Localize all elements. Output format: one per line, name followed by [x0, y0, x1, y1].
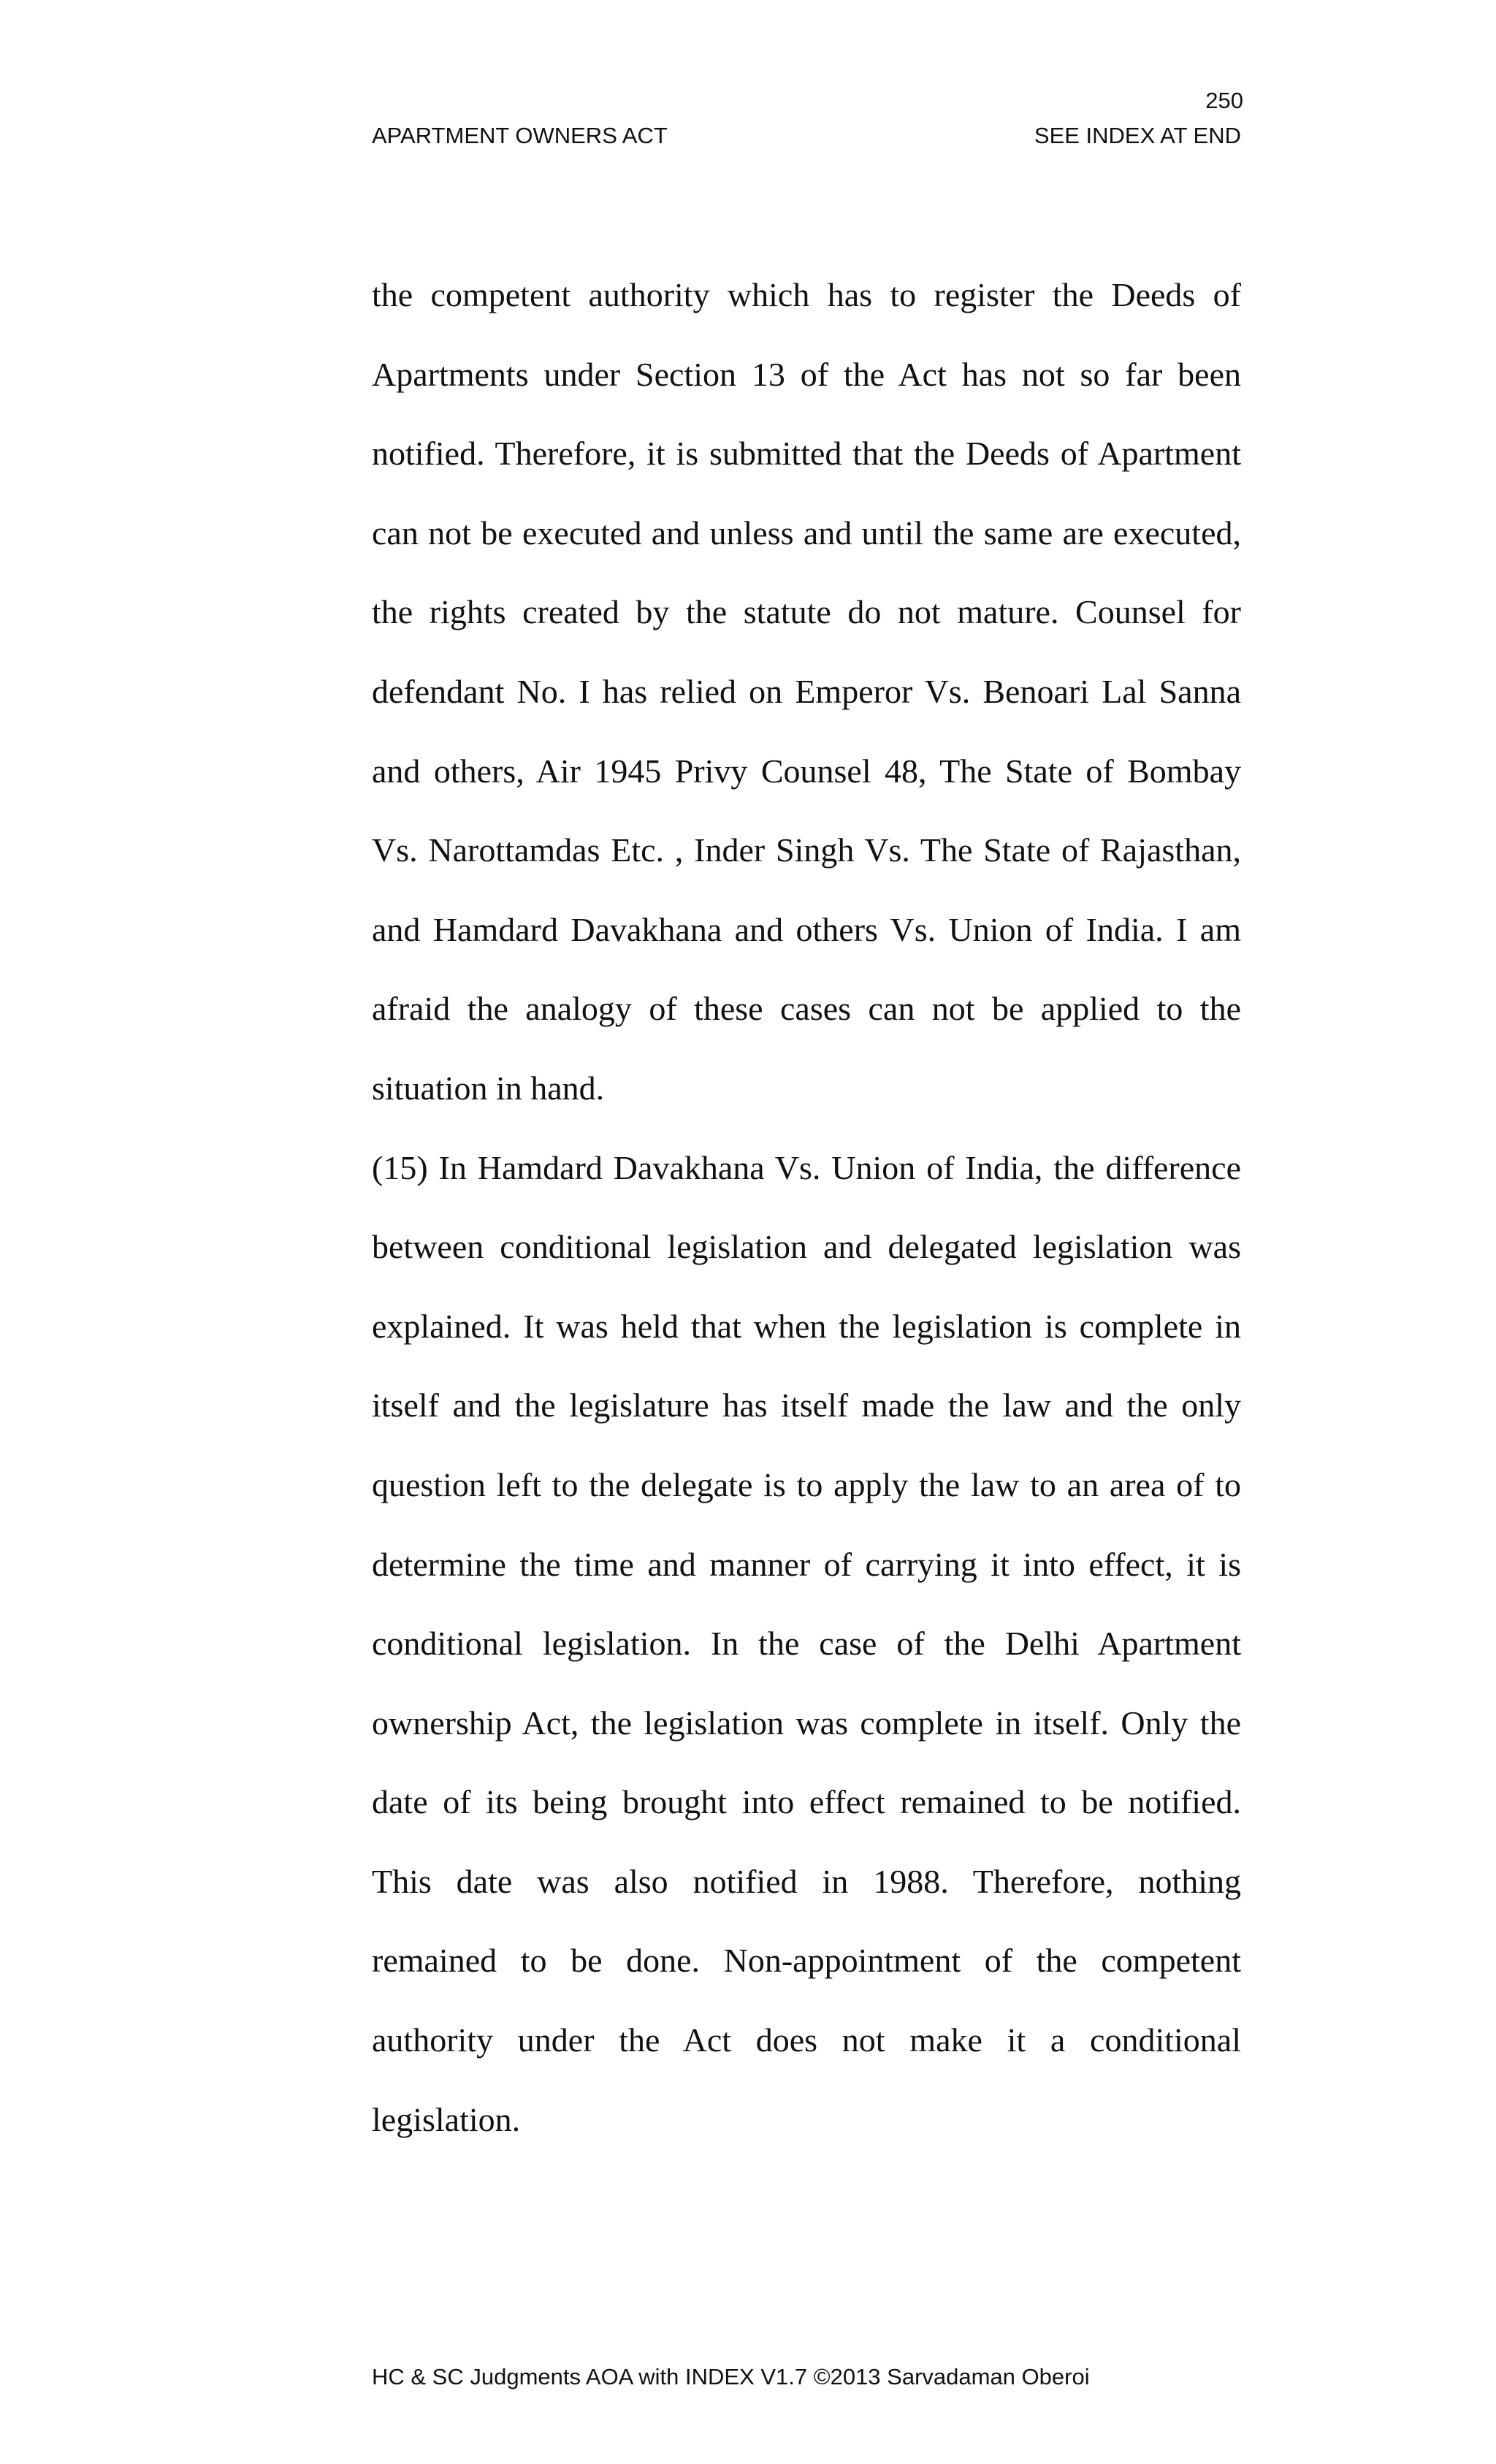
header-title: APARTMENT OWNERS ACT: [372, 123, 668, 148]
page-number: 250: [1205, 88, 1243, 113]
document-body: [372, 256, 1241, 2159]
paragraph-continuation: the competent authority which has to register the Deeds of Apartments under Section 13 of the Act has not so far been notified. Therefore, it is submitted that the Deeds of Apartment can not be executed and unless and until the same are executed, the rights created by the statute do not mature. Counsel for defendant No. I has relied on Emperor Vs. Benoari Lal Sanna and others, Air 1945 Privy Counsel 48, The State of Bombay Vs. Narottamdas Etc. , Inder Singh Vs. The State of Rajasthan, and Hamdard Davakhana and others Vs. Union of India. I am afraid the analogy of these cases can not be applied to the situation in hand.: [372, 276, 1241, 1107]
paragraph-15: (15) In Hamdard Davakhana Vs. Union of India, the difference between conditional legislation and delegated legislation was explained. It was held that when the legislation is complete in itself and the legislature has itself made the law and the only question left to the delegate is to apply the law to an area of to determine the time and manner of carrying it into effect, it is conditional legislation. In the case of the Delhi Apartment ownership Act, the legislation was complete in itself. Only the date of its being brought into effect remained to be notified. This date was also notified in 1988. Therefore, nothing remained to be done. Non-appointment of the competent authority under the Act does not make it a conditional legislation.: [372, 1148, 1241, 2138]
header-index-note: SEE INDEX AT END: [1034, 123, 1241, 148]
running-header: [372, 124, 1241, 147]
page-footer: HC & SC Judgments AOA with INDEX V1.7 ©2013 Sarvadaman Oberoi: [372, 2364, 1090, 2389]
